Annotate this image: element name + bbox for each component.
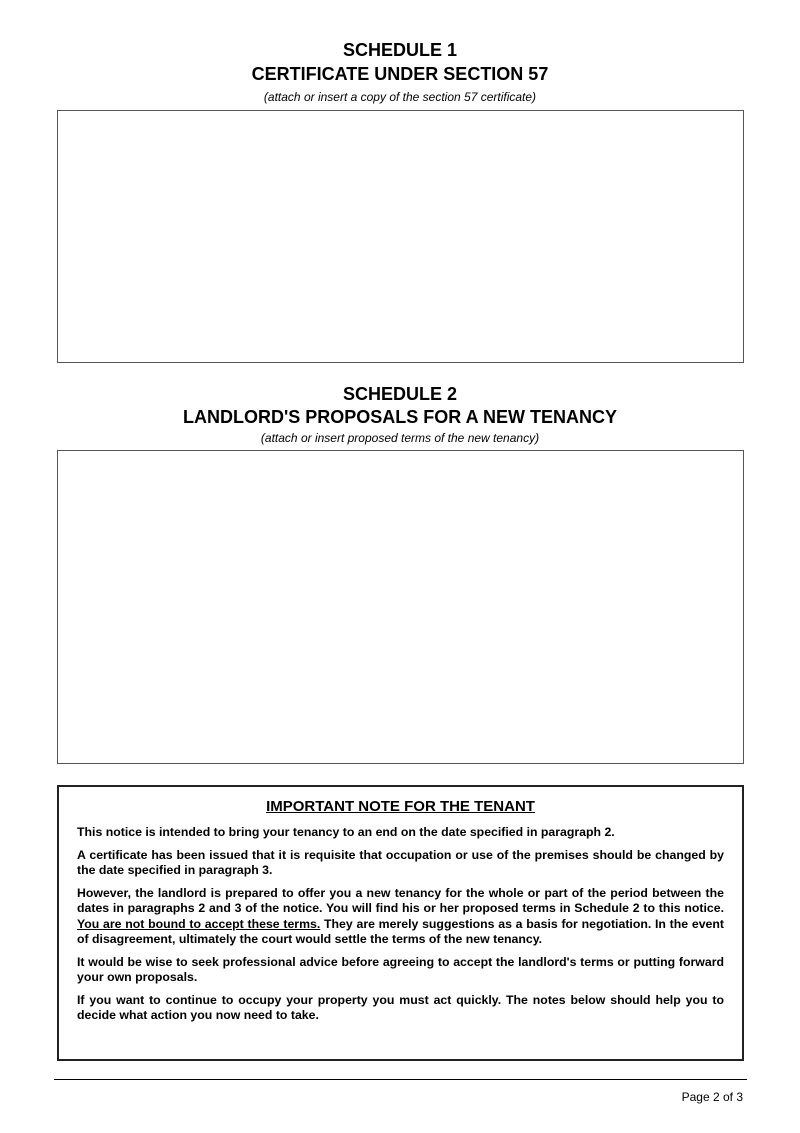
note-paragraph-3 [77, 886, 724, 948]
schedule2-proposals-area[interactable] [57, 450, 744, 764]
note-paragraph-2: A certificate has been issued that it is requisite that occupation or use of the premises should be changed by the date specified in paragraph 3. [77, 847, 724, 877]
footer-divider [54, 1079, 747, 1080]
note-paragraph-3-start: However, the landlord is prepared to offer you a new tenancy for the whole or part of the period between the dates in paragraphs 2 and 3 of the notice. You will find his or her proposed terms in Schedule 2 to this notice. [77, 885, 724, 915]
page-number: Page 2 of 3 [681, 1090, 743, 1104]
schedule2-subtitle: LANDLORD'S PROPOSALS FOR A NEW TENANCY [183, 407, 617, 427]
schedule2-title: SCHEDULE 2 [342, 384, 458, 404]
schedule1-title: SCHEDULE 1 [342, 40, 458, 60]
schedule2-instruction: (attach or insert proposed terms of the new tenancy) [260, 431, 540, 445]
note-title: IMPORTANT NOTE FOR THE TENANT [266, 798, 535, 815]
note-paragraph-4: It would be wise to seek professional advice before agreeing to accept the landlord's terms or putting forward your own proposals. [77, 954, 724, 984]
schedule1-subtitle: CERTIFICATE UNDER SECTION 57 [251, 64, 549, 84]
note-paragraph-1: This notice is intended to bring your tenancy to an end on the date specified in paragraph 2. [77, 825, 615, 839]
schedule1-certificate-area[interactable] [57, 110, 744, 363]
not-bound-warning: You are not bound to accept these terms. [77, 916, 321, 931]
important-note-box [57, 785, 744, 1061]
note-paragraph-5: If you want to continue to occupy your property you must act quickly. The notes below should help you to decide what action you now need to take. [77, 992, 724, 1022]
schedule1-instruction: (attach or insert a copy of the section 57 certificate) [263, 90, 537, 104]
note-paragraph-3-end: They are merely suggestions as a basis for negotiation. In the event of disagreement, ultimately the court would settle the terms of the new tenancy. [77, 916, 725, 946]
